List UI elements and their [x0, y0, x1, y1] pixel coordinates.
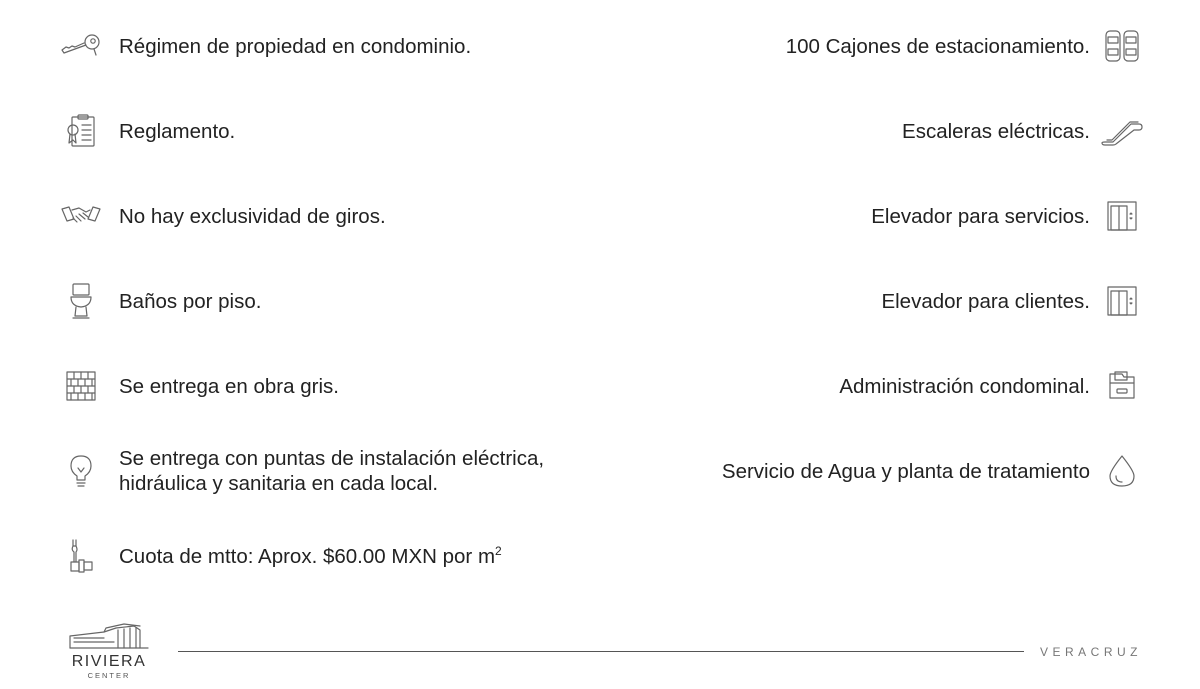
feature-label: [119, 446, 544, 496]
feature-water-service: [584, 441, 1144, 501]
footer-city: VERACRUZ: [1040, 645, 1143, 659]
feature-label: Elevador para servicios.: [871, 204, 1090, 228]
handshake-icon: [60, 195, 102, 237]
feature-parking: [584, 16, 1144, 76]
toilet-icon: [60, 280, 102, 322]
feature-regulations: [60, 101, 620, 161]
feature-restrooms-per-floor: [60, 271, 620, 331]
feature-label: [119, 544, 502, 569]
feature-condominium-regime: [60, 16, 620, 76]
feature-customer-elevator: [584, 271, 1144, 331]
brand-name: RIVIERA: [71, 653, 147, 670]
administration-folder-icon: [1100, 364, 1144, 408]
brick-wall-icon: [60, 365, 102, 407]
feature-no-exclusivity: [60, 186, 620, 246]
feature-installation-points: [60, 441, 620, 501]
superscript: 2: [495, 543, 502, 558]
feature-label: Elevador para clientes.: [881, 289, 1090, 313]
feature-maintenance-fee: [60, 526, 620, 586]
feature-condo-administration: [584, 356, 1144, 416]
feature-label-line: Se entrega con puntas de instalación eléctrica,: [119, 447, 545, 470]
riviera-center-logo: [64, 620, 154, 682]
feature-service-elevator: [584, 186, 1144, 246]
feature-label: Se entrega en obra gris.: [119, 374, 339, 398]
feature-label: Régimen de propiedad en condominio.: [119, 34, 472, 58]
rules-clipboard-icon: [60, 110, 102, 152]
feature-label: Administración condominal.: [839, 374, 1090, 398]
elevator-icon: [1100, 279, 1144, 323]
feature-label-text: Cuota de mtto: Aprox. $60.00 MXN por m: [119, 544, 496, 568]
key-icon: [60, 25, 102, 67]
footer-divider: [178, 651, 1024, 652]
plumbing-wrench-icon: [60, 535, 102, 577]
building-logo-icon: [64, 620, 154, 652]
feature-label: Reglamento.: [119, 119, 236, 143]
feature-escalators: [584, 101, 1144, 161]
brand-subtitle: CENTER: [87, 671, 131, 680]
feature-label: Servicio de Agua y planta de tratamiento: [721, 459, 1090, 483]
feature-label: 100 Cajones de estacionamiento.: [785, 34, 1090, 58]
escalator-icon: [1100, 109, 1144, 153]
feature-label: No hay exclusividad de giros.: [119, 204, 386, 228]
feature-label: Baños por piso.: [119, 289, 262, 313]
feature-grey-work-delivery: [60, 356, 620, 416]
feature-label-line: hidráulica y sanitaria en cada local.: [119, 472, 439, 495]
parking-cars-icon: [1100, 24, 1144, 68]
lightbulb-icon: [60, 450, 102, 492]
water-drop-icon: [1100, 449, 1144, 493]
elevator-icon: [1100, 194, 1144, 238]
feature-label: Escaleras eléctricas.: [902, 119, 1090, 143]
